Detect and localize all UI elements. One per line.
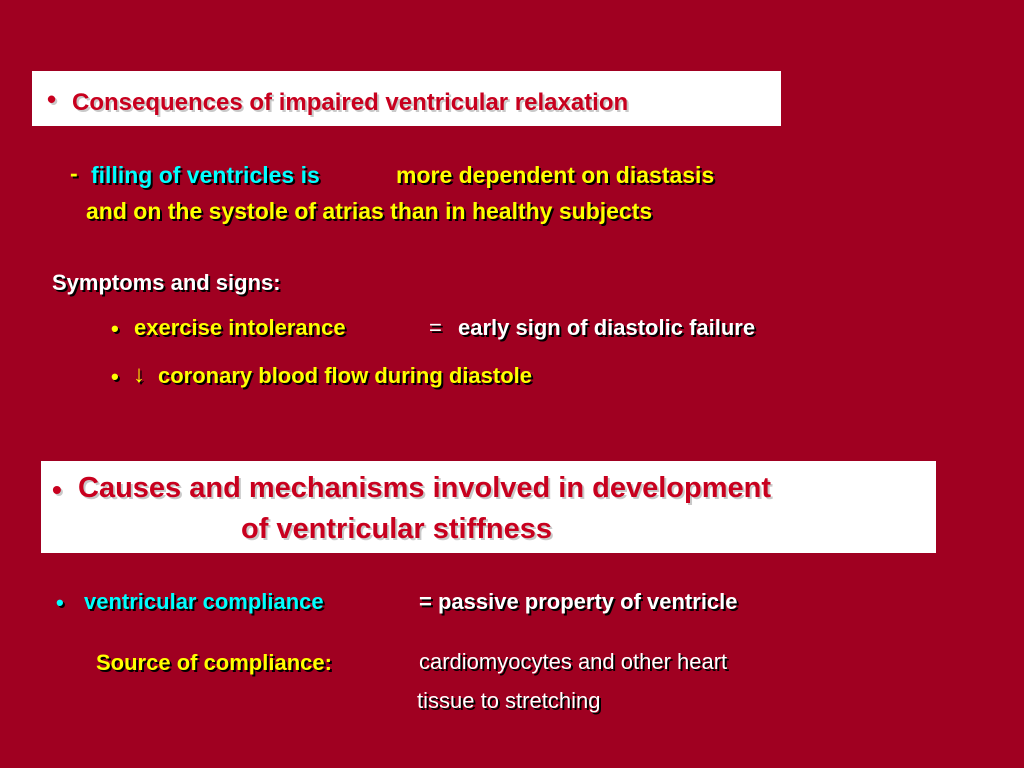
dash-marker: - <box>70 160 78 186</box>
compliance-term: ventricular compliance <box>84 589 324 614</box>
symptom-text-coronary: coronary blood flow during diastole <box>158 363 533 388</box>
symptoms-title: Symptoms and signs: <box>52 270 281 295</box>
compliance-desc: = passive property of ventricle <box>419 589 738 614</box>
filling-text-1: more dependent on diastasis <box>396 162 715 188</box>
symptom-bullet-1: • <box>111 316 119 341</box>
heading-causes-line-1: Causes and mechanisms involved in development <box>78 472 771 504</box>
heading-causes-line-2: of ventricular stiffness <box>241 513 553 545</box>
down-arrow-icon: ↓ <box>133 361 145 388</box>
equals-sign: = <box>429 315 442 340</box>
symptom-term-exercise: exercise intolerance <box>134 315 346 340</box>
filling-text-2: and on the systole of atrias than in healthy subjects <box>86 198 653 224</box>
source-label: Source of compliance: <box>96 650 332 675</box>
source-text-line-2: tissue to stretching <box>417 688 601 713</box>
heading2-bullet: • <box>52 474 62 505</box>
symptom-bullet-2: • <box>111 364 119 389</box>
heading-consequences: Consequences of impaired ventricular relaxation <box>72 89 629 116</box>
symptom-desc-exercise: early sign of diastolic failure <box>458 315 756 340</box>
heading-bullet: • <box>47 84 57 114</box>
filling-term: filling of ventricles is <box>91 162 320 188</box>
compliance-bullet: • <box>56 590 64 615</box>
source-text-line-1: cardiomyocytes and other heart <box>419 649 728 674</box>
